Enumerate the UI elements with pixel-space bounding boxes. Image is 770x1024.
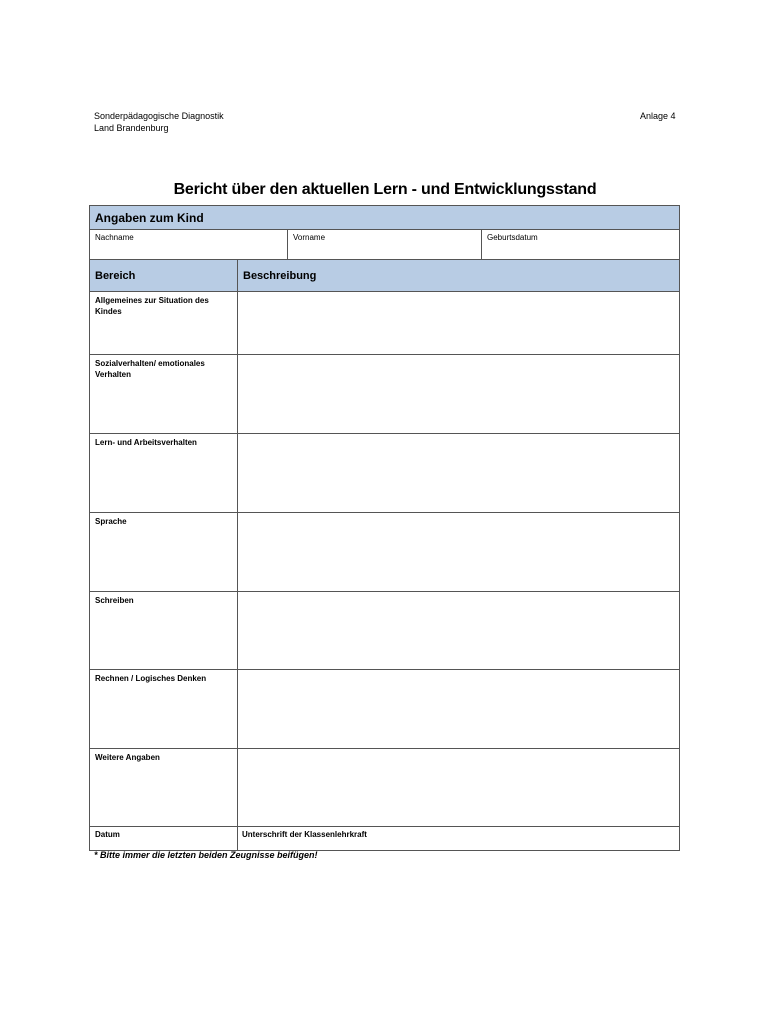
header-institution: Sonderpädagogische Diagnostik (94, 111, 224, 121)
report-form (89, 205, 680, 851)
description-field[interactable] (238, 355, 679, 433)
header-region: Land Brandenburg (94, 123, 169, 133)
signature-row (89, 827, 680, 851)
section-heading-child: Angaben zum Kind (89, 205, 680, 230)
table-row (89, 513, 680, 592)
document-header-left (94, 110, 224, 134)
birthdate-field[interactable]: Geburtsdatum (481, 230, 679, 259)
lastname-field[interactable]: Nachname (95, 233, 134, 242)
child-fields-row (89, 230, 680, 260)
column-header-description: Beschreibung (238, 260, 680, 292)
table-row (89, 434, 680, 513)
row-label: Rechnen / Logisches Denken (90, 670, 238, 748)
signature-field[interactable]: Unterschrift der Klassenlehrkraft (242, 830, 367, 839)
row-label: Sozialverhalten/ emotionales Verhalten (90, 355, 238, 433)
table-row (89, 592, 680, 670)
description-field[interactable] (238, 749, 679, 826)
table-row (89, 749, 680, 827)
table-row (89, 292, 680, 355)
description-field[interactable] (238, 513, 679, 591)
page-title: Bericht über den aktuellen Lern - und Entwicklungsstand (173, 181, 597, 198)
date-field[interactable]: Datum (90, 827, 238, 850)
description-field[interactable] (238, 434, 679, 512)
table-row (89, 355, 680, 434)
row-label: Schreiben (90, 592, 238, 669)
row-label: Weitere Angaben (90, 749, 238, 826)
footnote: * Bitte immer die letzten beiden Zeugnisse beifügen! (94, 850, 318, 860)
column-header-area: Bereich (89, 260, 238, 292)
attachment-label: Anlage 4 (640, 111, 676, 121)
table-row (89, 670, 680, 749)
firstname-field[interactable]: Vorname (287, 230, 481, 259)
description-field[interactable] (238, 292, 679, 354)
description-field[interactable] (238, 670, 679, 748)
row-label: Allgemeines zur Situation des Kindes (90, 292, 238, 354)
table-header (89, 260, 680, 292)
row-label: Sprache (90, 513, 238, 591)
description-field[interactable] (238, 592, 679, 669)
row-label: Lern- und Arbeitsverhalten (90, 434, 238, 512)
